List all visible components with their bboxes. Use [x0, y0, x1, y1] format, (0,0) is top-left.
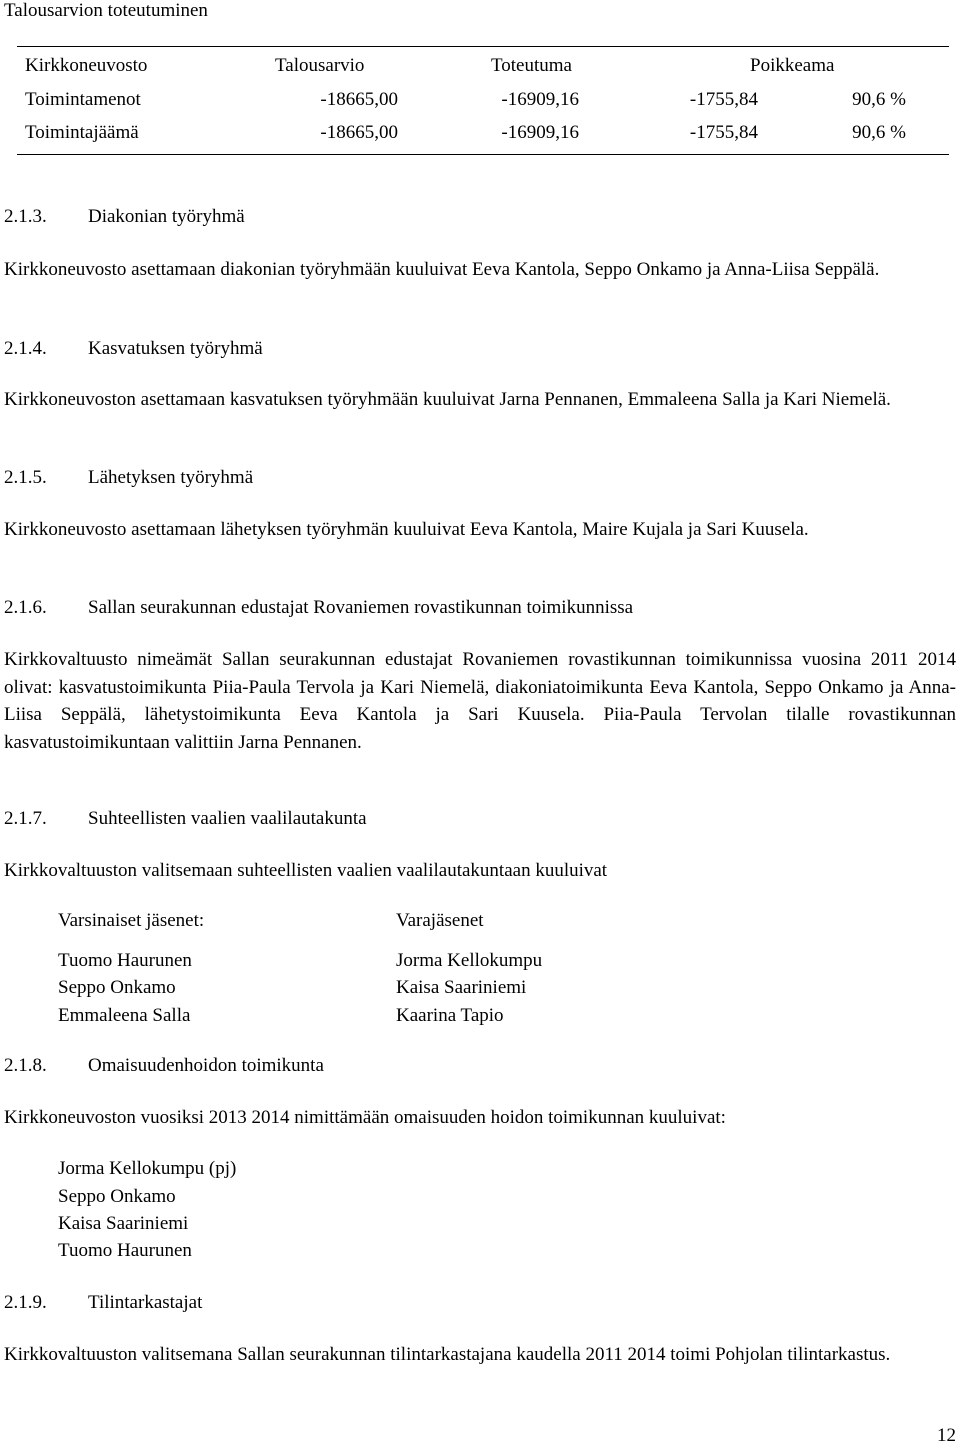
deputy-name: Kaisa Saariniemi: [396, 977, 527, 998]
deputy-name: Jorma Kellokumpu: [396, 950, 543, 971]
deputies-label: Varajäsenet: [396, 910, 484, 931]
section-title: Kasvatuksen työryhmä: [88, 338, 263, 359]
section-body: Kirkkovaltuuston valitsemana Sallan seurakunnan tilintarkastajana kaudella 2011 2014 toimi Pohjolan tilintarkastus.: [4, 1344, 891, 1365]
table-cell: -1755,84: [689, 122, 758, 143]
section-number: 2.1.6.: [4, 597, 47, 618]
table-header-cell: Kirkkoneuvosto: [25, 55, 148, 76]
table-cell: Toimintamenot: [25, 89, 141, 110]
section-title: Diakonian työryhmä: [88, 206, 245, 227]
section-body: Kirkkoneuvoston vuosiksi 2013 2014 nimittämään omaisuuden hoidon toimikunnan kuuluivat:: [4, 1107, 726, 1128]
member-name: Seppo Onkamo: [58, 977, 176, 998]
members-label: Varsinaiset jäsenet:: [58, 910, 205, 931]
member-name: Emmaleena Salla: [58, 1005, 191, 1026]
document-title: Talousarvion toteutuminen: [4, 0, 208, 21]
table-header-cell: Talousarvio: [275, 55, 365, 76]
page-number: 12: [937, 1425, 956, 1446]
section-number: 2.1.5.: [4, 467, 47, 488]
table-header-cell: Poikkeama: [750, 55, 835, 76]
table-cell: 90,6 %: [852, 89, 906, 110]
section-number: 2.1.7.: [4, 808, 47, 829]
section-title: Tilintarkastajat: [88, 1292, 203, 1313]
section-number: 2.1.8.: [4, 1055, 47, 1076]
section-title: Lähetyksen työryhmä: [88, 467, 254, 488]
section-number: 2.1.4.: [4, 338, 47, 359]
table-cell: 90,6 %: [852, 122, 906, 143]
section-body: Kirkkoneuvoston asettamaan kasvatuksen työryhmään kuuluivat Jarna Pennanen, Emmaleena Salla ja Kari Niemelä.: [4, 389, 891, 410]
committee-member: Tuomo Haurunen: [58, 1240, 192, 1261]
deputy-name: Kaarina Tapio: [396, 1005, 504, 1026]
table-cell: -16909,16: [501, 122, 579, 143]
table-cell: -16909,16: [501, 89, 579, 110]
section-title: Sallan seurakunnan edustajat Rovaniemen rovastikunnan toimikunnissa: [88, 597, 634, 618]
section-number: 2.1.3.: [4, 206, 47, 227]
table-header-cell: Toteutuma: [491, 55, 572, 76]
table-cell: Toimintajäämä: [25, 122, 139, 143]
section-title: Suhteellisten vaalien vaalilautakunta: [88, 808, 367, 829]
member-name: Tuomo Haurunen: [58, 950, 192, 971]
section-body: Kirkkoneuvosto asettamaan diakonian työryhmään kuuluivat Eeva Kantola, Seppo Onkamo ja Anna-Liisa Seppälä.: [4, 259, 880, 280]
section-body: Kirkkovaltuusto nimeämät Sallan seurakunnan edustajat Rovaniemen rovastikunnan toimikunnissa vuosina 2011 2014 olivat: kasvatustoimikunta Piia-Paula Tervola ja Kari Niemelä, diakoniatoimikunta Eeva Kantola, Seppo Onkamo ja Anna-Liisa Seppälä, lähetystoimikunta Eeva Kantola ja Sari Kuusela. Piia-Paula Tervolan tilalle rovastikunnan kasvatustoimikuntaan valittiin Jarna Pennanen.: [4, 649, 956, 753]
committee-member: Seppo Onkamo: [58, 1186, 176, 1207]
section-body: Kirkkovaltuuston valitsemaan suhteellisten vaalien vaalilautakuntaan kuuluivat: [4, 860, 608, 881]
table-cell: -1755,84: [689, 89, 758, 110]
table-cell: -18665,00: [320, 89, 398, 110]
section-number: 2.1.9.: [4, 1292, 47, 1313]
section-title: Omaisuudenhoidon toimikunta: [88, 1055, 324, 1076]
table-cell: -18665,00: [320, 122, 398, 143]
section-body: Kirkkoneuvosto asettamaan lähetyksen työryhmän kuuluivat Eeva Kantola, Maire Kujala ja Sari Kuusela.: [4, 519, 809, 540]
budget-table: [17, 46, 949, 155]
committee-member: Kaisa Saariniemi: [58, 1213, 189, 1234]
committee-member: Jorma Kellokumpu (pj): [58, 1158, 237, 1179]
